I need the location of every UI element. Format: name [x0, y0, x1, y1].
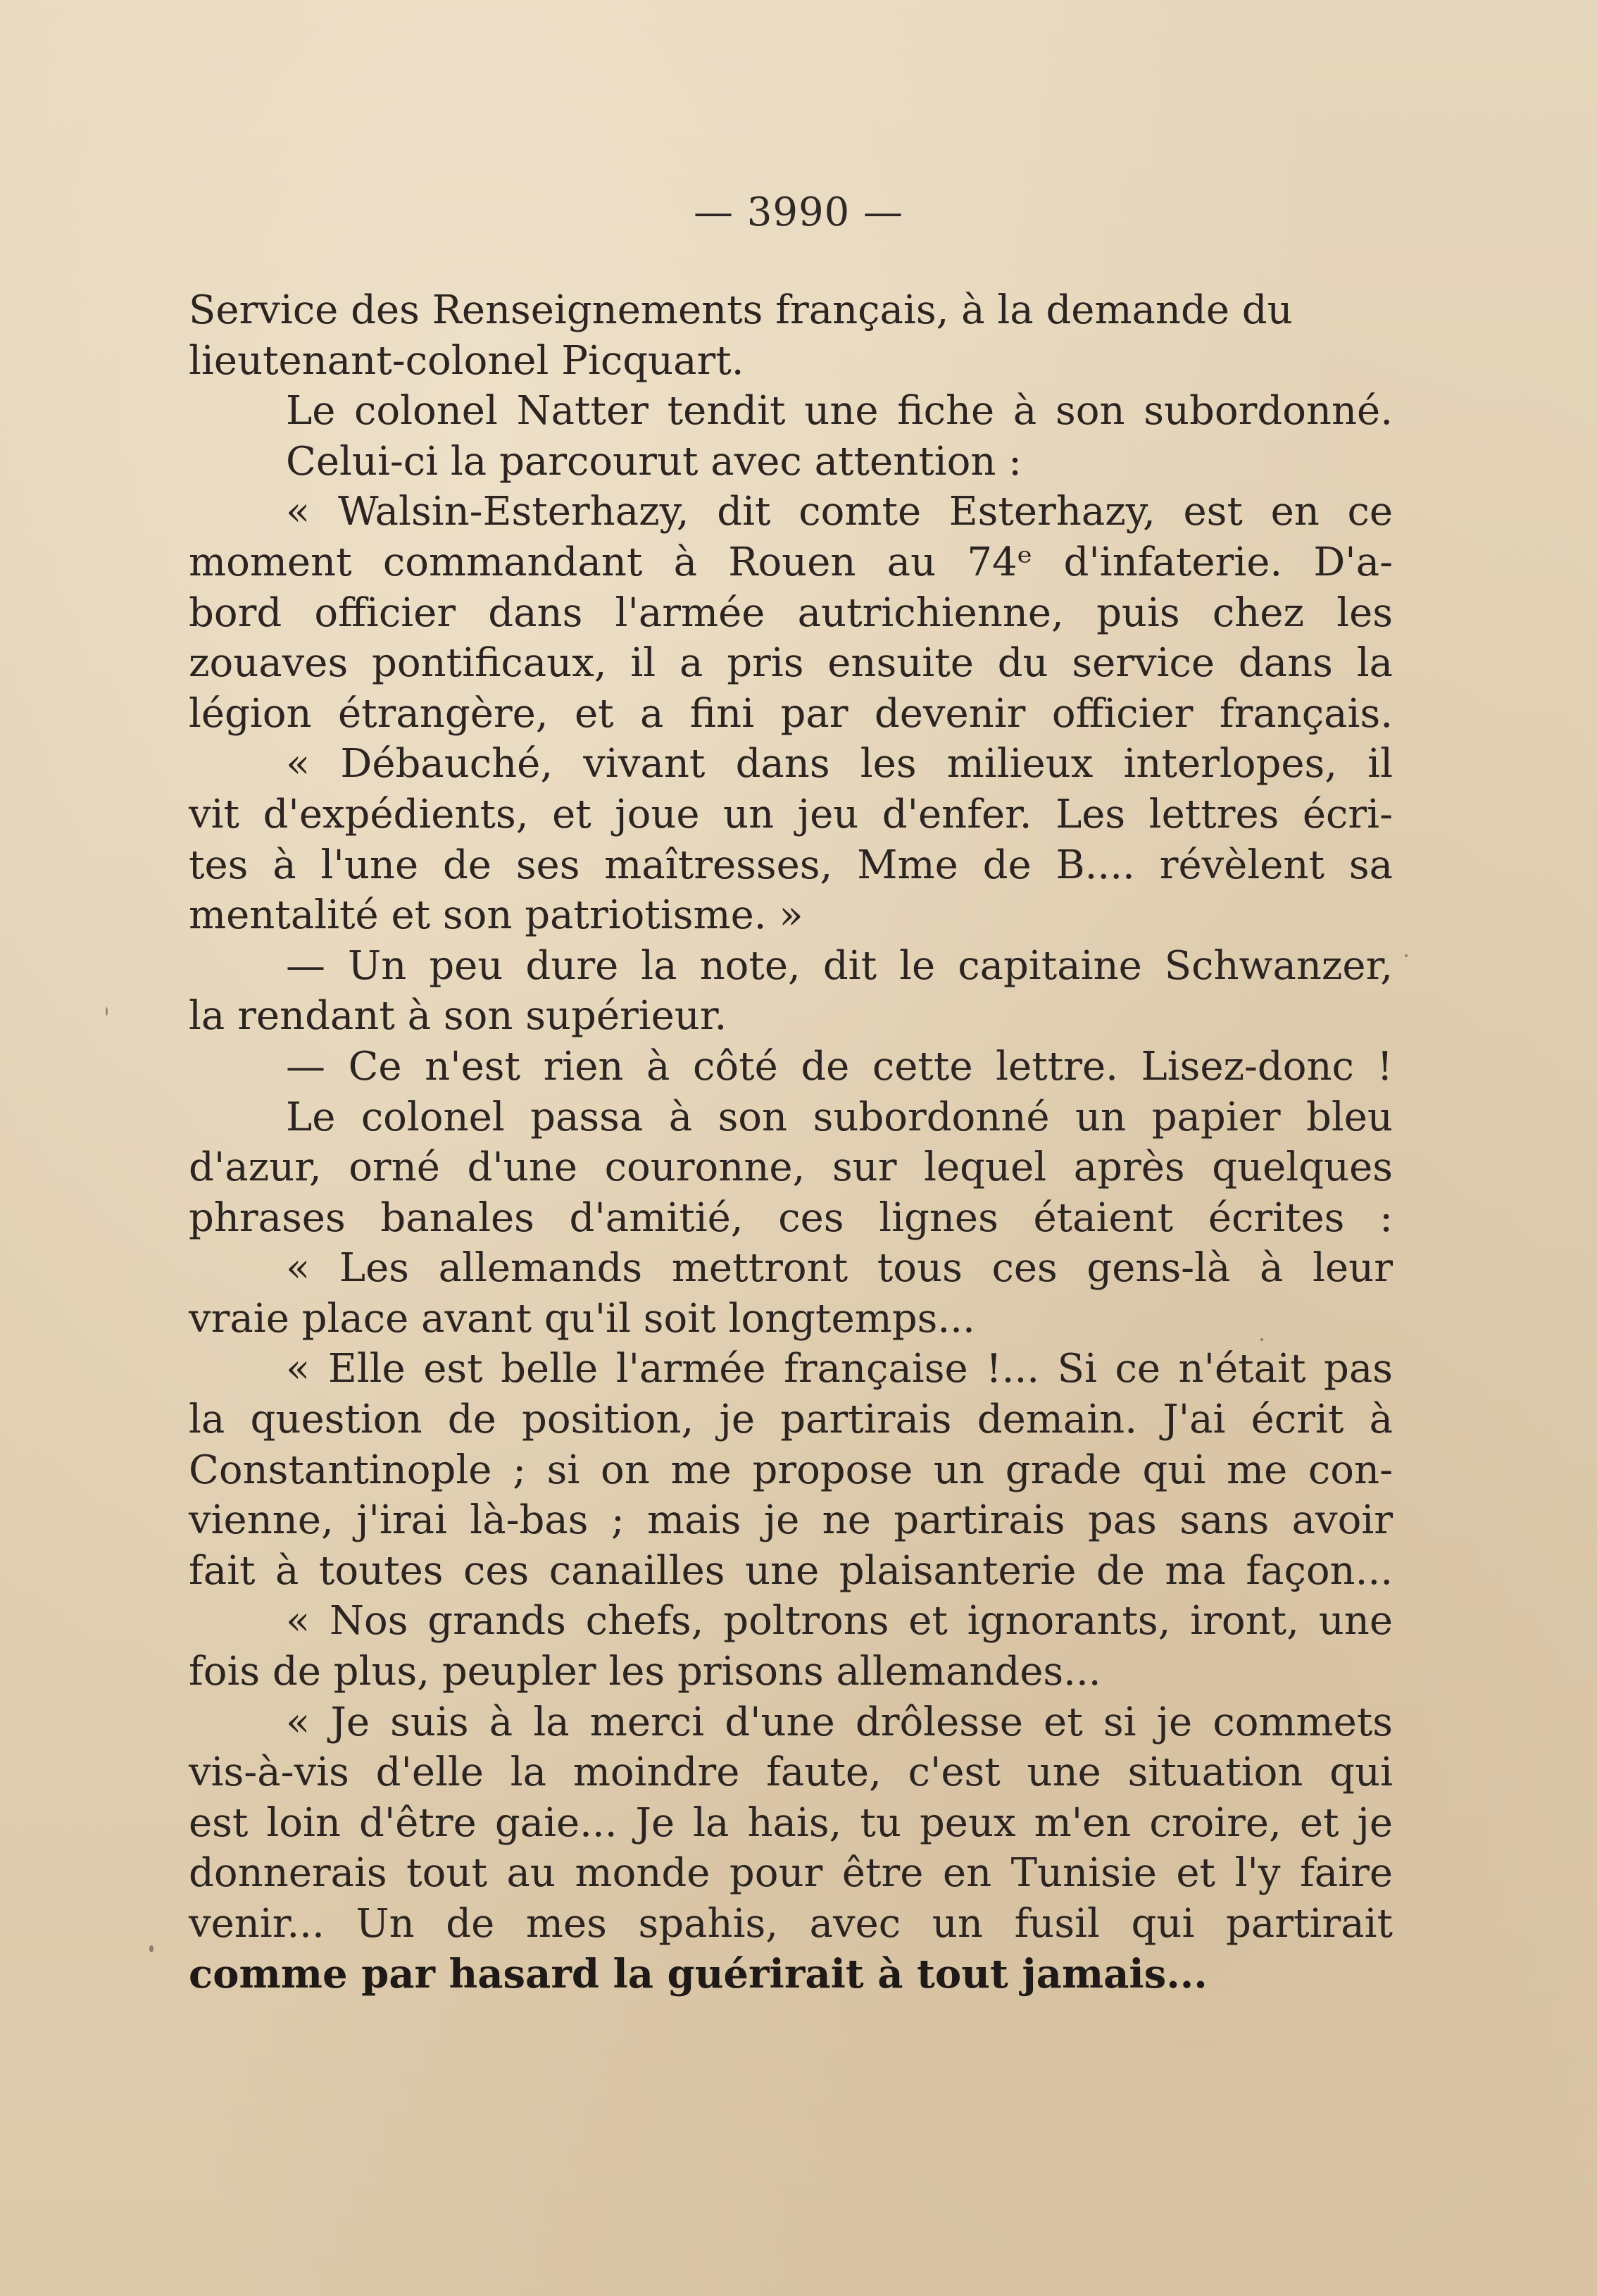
- paper-speck: [1260, 1338, 1263, 1341]
- paper-speck: [106, 1007, 108, 1016]
- text-line: phrases banales d'amitié, ces lignes étaient écrites :: [189, 1194, 1393, 1241]
- text-line: la rendant à son supérieur.: [189, 993, 727, 1040]
- text-line: — Ce n'est rien à côté de cette lettre. Lisez-donc !: [286, 1043, 1393, 1090]
- text-line: « Elle est belle l'armée française !... Si ce n'était pas: [286, 1346, 1393, 1392]
- text-line: Constantinople ; si on me propose un grade qui me con-: [189, 1447, 1393, 1493]
- text-line: est loin d'être gaie... Je la hais, tu peux m'en croire, et je: [189, 1799, 1393, 1846]
- text-line: lieutenant-colonel Picquart.: [189, 337, 744, 384]
- text-line: fait à toutes ces canailles une plaisanterie de ma façon...: [189, 1547, 1393, 1594]
- text-line: d'azur, orné d'une couronne, sur lequel après quelques: [189, 1144, 1393, 1191]
- text-line: légion étrangère, et a fini par devenir officier français.: [189, 690, 1393, 737]
- text-line: vit d'expédients, et joue un jeu d'enfer. Les lettres écri-: [189, 791, 1393, 837]
- text-line: mentalité et son patriotisme. »: [189, 892, 803, 939]
- text-line: vraie place avant qu'il soit longtemps...: [189, 1295, 975, 1342]
- text-line: bord officier dans l'armée autrichienne, puis chez les: [189, 589, 1393, 636]
- text-line: comme par hasard la guérirait à tout jamais...: [189, 1950, 1208, 1997]
- text-line: venir... Un de mes spahis, avec un fusil qui partirait: [189, 1901, 1393, 1947]
- paper-speck: [149, 1945, 154, 1952]
- text-line: « Walsin-Esterhazy, dit comte Esterhazy, est en ce: [286, 489, 1393, 535]
- paper-speck: [1405, 954, 1408, 957]
- text-line: « Débauché, vivant dans les milieux interlopes, il: [286, 741, 1393, 787]
- text-line: Service des Renseignements français, à la demande du: [189, 287, 1293, 333]
- page-number: — 3990 —: [693, 189, 904, 235]
- body-text: [189, 285, 1393, 1999]
- text-line: « Je suis à la merci d'une drôlesse et si je commets: [286, 1699, 1393, 1745]
- text-line: donnerais tout au monde pour être en Tunisie et l'y faire: [189, 1850, 1393, 1897]
- text-line: vienne, j'irai là-bas ; mais je ne partirais pas sans avoir: [189, 1497, 1393, 1544]
- text-line: Le colonel passa à son subordonné un papier bleu: [286, 1094, 1393, 1140]
- text-line: zouaves pontificaux, il a pris ensuite du service dans la: [189, 640, 1393, 687]
- text-line: « Les allemands mettront tous ces gens-là à leur: [286, 1245, 1393, 1292]
- text-line: la question de position, je partirais demain. J'ai écrit à: [189, 1397, 1393, 1443]
- text-line: tes à l'une de ses maîtresses, Mme de B.... révèlent sa: [189, 842, 1393, 888]
- text-line: fois de plus, peupler les prisons allemandes...: [189, 1649, 1101, 1695]
- text-line: moment commandant à Rouen au 74ᵉ d'infaterie. D'a-: [189, 539, 1393, 585]
- text-line: Le colonel Natter tendit une fiche à son subordonné.: [286, 388, 1393, 435]
- text-line: — Un peu dure la note, dit le capitaine Schwanzer,: [286, 942, 1393, 989]
- text-line: vis-à-vis d'elle la moindre faute, c'est une situation qui: [189, 1749, 1393, 1796]
- text-line: Celui-ci la parcourut avec attention :: [286, 438, 1022, 485]
- text-line: « Nos grands chefs, poltrons et ignorants, iront, une: [286, 1598, 1393, 1645]
